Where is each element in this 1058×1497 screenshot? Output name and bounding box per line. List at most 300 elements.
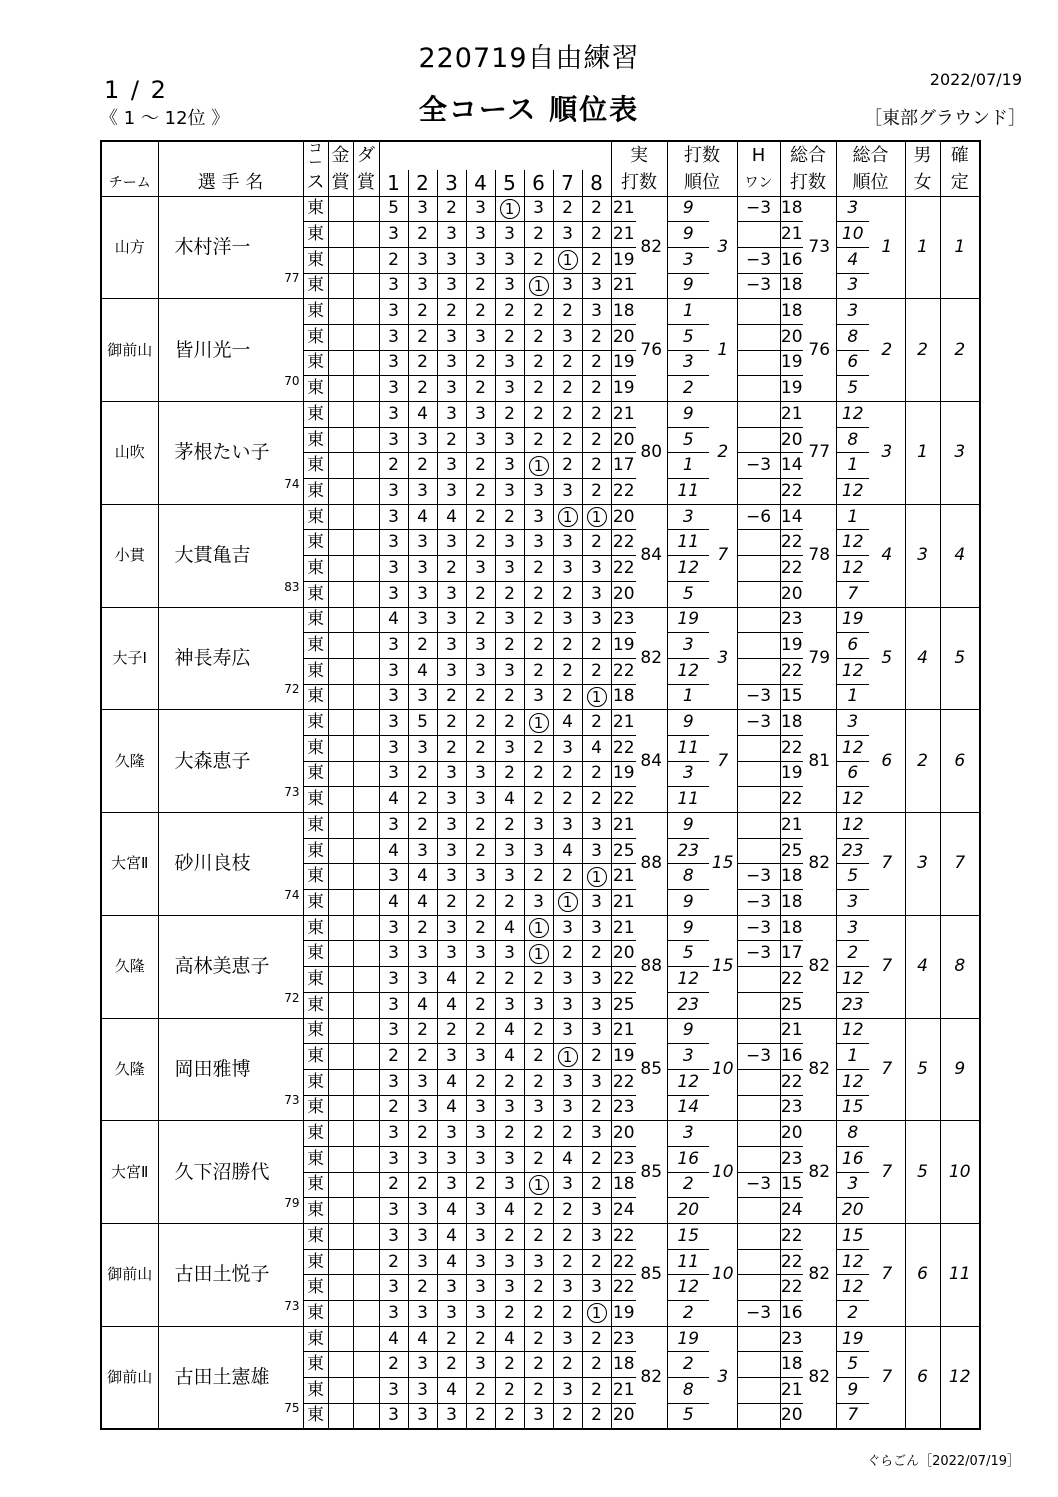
hole-score-cell bbox=[524, 1172, 553, 1198]
hole-score-cell: 3 bbox=[495, 556, 524, 582]
col-course: コー bbox=[303, 141, 328, 170]
hole-score-cell: 3 bbox=[582, 813, 611, 839]
gold-prize-cell bbox=[328, 710, 353, 736]
stroke-rank: 3 bbox=[709, 196, 737, 299]
hole-in-one-bonus: −3 bbox=[737, 1301, 780, 1327]
round-total: 15 bbox=[780, 684, 803, 710]
round-score: 19 bbox=[611, 1044, 636, 1070]
round-rank: 9 bbox=[667, 222, 709, 248]
course-cell: 東 bbox=[303, 299, 328, 325]
hole-score-cell: 2 bbox=[495, 633, 524, 659]
hole-in-one-bonus bbox=[737, 530, 780, 556]
hole-in-one-mark: 1 bbox=[587, 867, 607, 887]
player-name-text: 皆川光一 bbox=[174, 338, 251, 361]
player-name-text: 大貫亀吉 bbox=[174, 544, 251, 567]
hole-score-cell: 2 bbox=[524, 1044, 553, 1070]
hole-score-cell: 4 bbox=[553, 838, 582, 864]
round-rank: 12 bbox=[667, 556, 709, 582]
player-name bbox=[158, 710, 303, 813]
round-total-rank: 8 bbox=[836, 1121, 869, 1147]
round-total: 20 bbox=[780, 324, 803, 350]
hole-score-cell: 4 bbox=[408, 992, 437, 1018]
hole-in-one-mark: 1 bbox=[500, 199, 520, 219]
gold-prize-cell bbox=[328, 1018, 353, 1044]
hole-in-one-mark: 1 bbox=[529, 918, 549, 938]
da-prize-cell bbox=[353, 1044, 379, 1070]
player-name bbox=[158, 402, 303, 505]
hole-score-cell: 2 bbox=[466, 710, 495, 736]
hole-score-cell: 3 bbox=[437, 633, 466, 659]
hole-score-cell: 2 bbox=[582, 196, 611, 222]
hole-score-cell: 3 bbox=[379, 1121, 408, 1147]
hole-score-cell: 3 bbox=[379, 633, 408, 659]
round-total-rank: 1 bbox=[836, 684, 869, 710]
hole-score-cell: 2 bbox=[495, 1069, 524, 1095]
hole-score-cell: 4 bbox=[495, 915, 524, 941]
gold-prize-cell bbox=[328, 247, 353, 273]
hole-score-cell: 3 bbox=[524, 504, 553, 530]
hole-score-cell: 3 bbox=[524, 992, 553, 1018]
hole-score-cell: 2 bbox=[582, 530, 611, 556]
hole-score-cell: 2 bbox=[495, 684, 524, 710]
round-total: 18 bbox=[780, 196, 803, 222]
hole-score-cell: 2 bbox=[553, 1198, 582, 1224]
hole-score-cell: 3 bbox=[408, 581, 437, 607]
col-stroke-rank: 打数 bbox=[667, 141, 737, 170]
hole-score-cell: 3 bbox=[495, 479, 524, 505]
round-rank: 9 bbox=[667, 196, 709, 222]
total-strokes: 82 bbox=[803, 813, 836, 916]
team-name: 大宮Ⅱ bbox=[101, 813, 158, 916]
da-prize-cell bbox=[353, 658, 379, 684]
round-score: 18 bbox=[611, 1172, 636, 1198]
hole-score-cell: 2 bbox=[408, 633, 437, 659]
hole-score-cell: 3 bbox=[437, 1403, 466, 1429]
hole-score-cell: 3 bbox=[437, 1044, 466, 1070]
hole-in-one-bonus bbox=[737, 1352, 780, 1378]
course-cell: 東 bbox=[303, 992, 328, 1018]
hole-score-cell: 3 bbox=[582, 273, 611, 299]
hole-score-cell: 3 bbox=[466, 324, 495, 350]
gold-prize-cell bbox=[328, 1224, 353, 1250]
da-prize-cell bbox=[353, 376, 379, 402]
hole-in-one-mark: 1 bbox=[587, 507, 607, 527]
round-score: 20 bbox=[611, 1403, 636, 1429]
hole-score-cell: 2 bbox=[524, 299, 553, 325]
round-total: 22 bbox=[780, 735, 803, 761]
gender-rank: 3 bbox=[905, 813, 940, 916]
gold-prize-cell bbox=[328, 1172, 353, 1198]
hole-score-cell: 3 bbox=[553, 967, 582, 993]
round-score: 24 bbox=[611, 1198, 636, 1224]
hole-score-cell: 2 bbox=[466, 273, 495, 299]
real-strokes: 82 bbox=[636, 607, 667, 710]
hole-score-cell: 3 bbox=[379, 556, 408, 582]
hole-in-one-bonus bbox=[737, 556, 780, 582]
hole-score-cell: 3 bbox=[408, 1378, 437, 1404]
hole-score-cell: 2 bbox=[495, 890, 524, 916]
hole-score-cell: 3 bbox=[379, 813, 408, 839]
hole-score-cell: 3 bbox=[495, 427, 524, 453]
hole-in-one-bonus: −3 bbox=[737, 247, 780, 273]
player-name bbox=[158, 607, 303, 710]
final-rank: 5 bbox=[940, 607, 980, 710]
round-score: 21 bbox=[611, 222, 636, 248]
stroke-rank: 7 bbox=[709, 504, 737, 607]
hole-score-cell: 3 bbox=[524, 1403, 553, 1429]
hole-score-cell: 3 bbox=[466, 1275, 495, 1301]
hole-score-cell: 3 bbox=[437, 402, 466, 428]
col-hole-8: 8 bbox=[582, 170, 611, 196]
round-total-rank: 3 bbox=[836, 299, 869, 325]
hole-score-cell: 3 bbox=[495, 658, 524, 684]
course-cell: 東 bbox=[303, 556, 328, 582]
player-name bbox=[158, 196, 303, 299]
hole-score-cell: 2 bbox=[553, 427, 582, 453]
hole-score-cell: 4 bbox=[379, 607, 408, 633]
round-rank: 5 bbox=[667, 427, 709, 453]
stroke-rank: 10 bbox=[709, 1018, 737, 1121]
hole-score-cell: 2 bbox=[437, 1352, 466, 1378]
round-total: 22 bbox=[780, 658, 803, 684]
page-subtitle: 全コース 順位表 bbox=[418, 93, 640, 126]
hole-score-cell: 3 bbox=[466, 941, 495, 967]
hole-score-cell: 2 bbox=[495, 299, 524, 325]
gold-prize-cell bbox=[328, 273, 353, 299]
round-total: 25 bbox=[780, 838, 803, 864]
hole-score-cell: 3 bbox=[379, 530, 408, 556]
course-cell: 東 bbox=[303, 427, 328, 453]
hole-score-cell: 3 bbox=[379, 941, 408, 967]
hole-score-cell: 3 bbox=[466, 1198, 495, 1224]
hole-score-cell: 2 bbox=[582, 453, 611, 479]
gold-prize-cell bbox=[328, 402, 353, 428]
round-score: 22 bbox=[611, 1069, 636, 1095]
gold-prize-cell bbox=[328, 1403, 353, 1429]
gold-prize-cell bbox=[328, 787, 353, 813]
round-total-rank: 12 bbox=[836, 735, 869, 761]
stroke-rank: 15 bbox=[709, 915, 737, 1018]
player-age: 79 bbox=[284, 1196, 300, 1210]
course-cell: 東 bbox=[303, 350, 328, 376]
hole-score-cell: 2 bbox=[466, 992, 495, 1018]
course-cell: 東 bbox=[303, 581, 328, 607]
round-total-rank: 12 bbox=[836, 813, 869, 839]
round-score: 22 bbox=[611, 530, 636, 556]
hole-score-cell: 2 bbox=[553, 658, 582, 684]
hole-score-cell bbox=[582, 1301, 611, 1327]
hole-score-cell: 3 bbox=[408, 479, 437, 505]
hole-score-cell: 3 bbox=[408, 1403, 437, 1429]
hole-score-cell: 3 bbox=[466, 247, 495, 273]
round-total-rank: 1 bbox=[836, 1044, 869, 1070]
hole-score-cell: 3 bbox=[466, 196, 495, 222]
course-cell: 東 bbox=[303, 402, 328, 428]
hole-score-cell: 3 bbox=[408, 1249, 437, 1275]
round-score: 21 bbox=[611, 1378, 636, 1404]
hole-score-cell: 2 bbox=[524, 1121, 553, 1147]
overall-rank: 7 bbox=[869, 1018, 905, 1121]
da-prize-cell bbox=[353, 915, 379, 941]
hole-score-cell: 3 bbox=[553, 1275, 582, 1301]
hole-score-cell: 2 bbox=[582, 350, 611, 376]
round-score: 23 bbox=[611, 607, 636, 633]
hole-score-cell: 2 bbox=[582, 1403, 611, 1429]
course-cell: 東 bbox=[303, 1069, 328, 1095]
hole-score-cell: 3 bbox=[466, 1249, 495, 1275]
round-total: 20 bbox=[780, 581, 803, 607]
hole-score-cell: 2 bbox=[553, 633, 582, 659]
hole-score-cell: 3 bbox=[495, 1172, 524, 1198]
hole-score-cell: 2 bbox=[379, 453, 408, 479]
hole-score-cell: 2 bbox=[524, 633, 553, 659]
gold-prize-cell bbox=[328, 1378, 353, 1404]
col-total-rank: 総合 bbox=[836, 141, 905, 170]
player-age: 73 bbox=[284, 1093, 300, 1108]
hole-score-cell: 3 bbox=[582, 1121, 611, 1147]
rank-range: 《 1 ～ 12位 》 bbox=[100, 108, 230, 129]
player-name-text: 高林美恵子 bbox=[174, 955, 270, 978]
course-cell: 東 bbox=[303, 813, 328, 839]
hole-score-cell: 3 bbox=[408, 838, 437, 864]
round-total-rank: 3 bbox=[836, 196, 869, 222]
hole-score-cell: 3 bbox=[466, 1224, 495, 1250]
hole-score-cell: 3 bbox=[437, 761, 466, 787]
gender-rank: 4 bbox=[905, 915, 940, 1018]
hole-score-cell: 3 bbox=[466, 1044, 495, 1070]
round-total-rank: 3 bbox=[836, 1172, 869, 1198]
round-total: 19 bbox=[780, 350, 803, 376]
round-score: 23 bbox=[611, 1326, 636, 1352]
hole-score-cell: 3 bbox=[379, 350, 408, 376]
course-cell: 東 bbox=[303, 324, 328, 350]
hole-score-cell: 3 bbox=[379, 581, 408, 607]
hole-score-cell bbox=[582, 864, 611, 890]
da-prize-cell bbox=[353, 530, 379, 556]
hole-score-cell: 2 bbox=[582, 376, 611, 402]
round-total: 19 bbox=[780, 761, 803, 787]
hole-score-cell: 3 bbox=[466, 787, 495, 813]
hole-score-cell: 4 bbox=[437, 1198, 466, 1224]
hole-score-cell: 2 bbox=[437, 1326, 466, 1352]
da-prize-cell bbox=[353, 710, 379, 736]
hole-in-one-bonus bbox=[737, 581, 780, 607]
stroke-rank: 15 bbox=[709, 813, 737, 916]
round-rank: 9 bbox=[667, 710, 709, 736]
round-score: 20 bbox=[611, 427, 636, 453]
course-cell: 東 bbox=[303, 1301, 328, 1327]
hole-score-cell: 3 bbox=[437, 324, 466, 350]
hole-score-cell: 2 bbox=[408, 1044, 437, 1070]
hole-score-cell: 2 bbox=[524, 1069, 553, 1095]
overall-rank: 7 bbox=[869, 915, 905, 1018]
hole-score-cell: 2 bbox=[582, 402, 611, 428]
hole-score-cell: 3 bbox=[582, 838, 611, 864]
table-row bbox=[101, 607, 980, 633]
hole-score-cell: 3 bbox=[437, 658, 466, 684]
round-rank: 1 bbox=[667, 299, 709, 325]
round-total-rank: 12 bbox=[836, 658, 869, 684]
table-row bbox=[101, 504, 980, 530]
round-total-rank: 12 bbox=[836, 530, 869, 556]
col-hole-4: 4 bbox=[466, 170, 495, 196]
final-rank: 12 bbox=[940, 1326, 980, 1429]
hole-score-cell: 3 bbox=[582, 967, 611, 993]
gold-prize-cell bbox=[328, 658, 353, 684]
course-cell: 東 bbox=[303, 761, 328, 787]
hole-in-one-bonus: −3 bbox=[737, 684, 780, 710]
overall-rank: 2 bbox=[869, 299, 905, 402]
da-prize-cell bbox=[353, 222, 379, 248]
da-prize-cell bbox=[353, 890, 379, 916]
hole-score-cell: 2 bbox=[582, 658, 611, 684]
hole-in-one-mark: 1 bbox=[558, 507, 578, 527]
hole-score-cell bbox=[524, 915, 553, 941]
total-strokes: 82 bbox=[803, 1326, 836, 1429]
hole-score-cell: 3 bbox=[379, 1146, 408, 1172]
hole-score-cell: 2 bbox=[495, 761, 524, 787]
real-strokes: 82 bbox=[636, 196, 667, 299]
course-cell: 東 bbox=[303, 607, 328, 633]
da-prize-cell bbox=[353, 402, 379, 428]
round-rank: 9 bbox=[667, 273, 709, 299]
hole-score-cell: 2 bbox=[553, 1249, 582, 1275]
round-score: 21 bbox=[611, 273, 636, 299]
player-age: 74 bbox=[284, 476, 300, 491]
hole-score-cell: 2 bbox=[582, 1146, 611, 1172]
hole-score-cell: 2 bbox=[582, 427, 611, 453]
page-number: 1 / 2 bbox=[104, 76, 168, 104]
da-prize-cell bbox=[353, 324, 379, 350]
da-prize-cell bbox=[353, 299, 379, 325]
hole-in-one-bonus bbox=[737, 299, 780, 325]
player-name bbox=[158, 1326, 303, 1429]
hole-score-cell: 4 bbox=[437, 1378, 466, 1404]
hole-score-cell: 2 bbox=[553, 941, 582, 967]
round-rank: 12 bbox=[667, 1069, 709, 1095]
hole-in-one-mark: 1 bbox=[558, 1047, 578, 1067]
hole-score-cell: 2 bbox=[495, 581, 524, 607]
hole-score-cell: 3 bbox=[553, 1018, 582, 1044]
overall-rank: 7 bbox=[869, 1224, 905, 1327]
round-rank: 23 bbox=[667, 992, 709, 1018]
hole-score-cell: 5 bbox=[379, 196, 408, 222]
hole-in-one-bonus bbox=[737, 967, 780, 993]
hole-score-cell: 4 bbox=[495, 1326, 524, 1352]
col-gold: 金 bbox=[328, 141, 353, 170]
hole-score-cell: 2 bbox=[524, 1275, 553, 1301]
hole-score-cell: 3 bbox=[582, 581, 611, 607]
hole-score-cell: 2 bbox=[408, 299, 437, 325]
round-total: 23 bbox=[780, 607, 803, 633]
hole-score-cell: 2 bbox=[408, 813, 437, 839]
hole-score-cell bbox=[495, 196, 524, 222]
round-total: 18 bbox=[780, 915, 803, 941]
hole-score-cell: 3 bbox=[437, 350, 466, 376]
hole-in-one-mark: 1 bbox=[587, 1303, 607, 1323]
hole-score-cell: 3 bbox=[437, 1172, 466, 1198]
da-prize-cell bbox=[353, 1275, 379, 1301]
hole-score-cell: 3 bbox=[524, 838, 553, 864]
hole-score-cell: 2 bbox=[553, 761, 582, 787]
final-rank: 10 bbox=[940, 1121, 980, 1224]
hole-score-cell: 3 bbox=[466, 222, 495, 248]
hole-in-one-bonus bbox=[737, 1095, 780, 1121]
hole-in-one-bonus bbox=[737, 1069, 780, 1095]
hole-score-cell: 3 bbox=[524, 196, 553, 222]
hole-score-cell: 3 bbox=[495, 864, 524, 890]
hole-score-cell: 3 bbox=[437, 1275, 466, 1301]
hole-score-cell: 2 bbox=[466, 453, 495, 479]
round-rank: 12 bbox=[667, 1275, 709, 1301]
player-name-text: 古田土悦子 bbox=[174, 1263, 270, 1286]
round-total-rank: 7 bbox=[836, 581, 869, 607]
course-cell: 東 bbox=[303, 1326, 328, 1352]
da-prize-cell bbox=[353, 1121, 379, 1147]
round-total: 16 bbox=[780, 1301, 803, 1327]
round-total: 22 bbox=[780, 787, 803, 813]
course-cell: 東 bbox=[303, 1275, 328, 1301]
player-name bbox=[158, 504, 303, 607]
hole-score-cell: 2 bbox=[408, 1275, 437, 1301]
team-name: 山方 bbox=[101, 196, 158, 299]
hole-score-cell: 2 bbox=[437, 684, 466, 710]
hole-score-cell: 4 bbox=[408, 402, 437, 428]
hole-score-cell: 2 bbox=[553, 1121, 582, 1147]
gold-prize-cell bbox=[328, 530, 353, 556]
hole-score-cell: 3 bbox=[379, 427, 408, 453]
player-name-text: 久下沼勝代 bbox=[174, 1160, 270, 1183]
hole-score-cell: 2 bbox=[466, 1069, 495, 1095]
hole-score-cell: 3 bbox=[466, 1301, 495, 1327]
round-rank: 5 bbox=[667, 324, 709, 350]
table-row bbox=[101, 1018, 980, 1044]
col-hole-2: 2 bbox=[408, 170, 437, 196]
hole-score-cell: 2 bbox=[466, 479, 495, 505]
hole-score-cell: 4 bbox=[495, 787, 524, 813]
course-cell: 東 bbox=[303, 684, 328, 710]
round-score: 21 bbox=[611, 813, 636, 839]
hole-score-cell: 3 bbox=[524, 813, 553, 839]
hole-score-cell: 3 bbox=[379, 479, 408, 505]
hole-score-cell bbox=[524, 710, 553, 736]
player-name-text: 木村洋一 bbox=[174, 235, 251, 258]
round-total-rank: 5 bbox=[836, 864, 869, 890]
round-total-rank: 12 bbox=[836, 1069, 869, 1095]
round-total-rank: 8 bbox=[836, 427, 869, 453]
overall-rank: 1 bbox=[869, 196, 905, 299]
hole-score-cell: 2 bbox=[408, 761, 437, 787]
gold-prize-cell bbox=[328, 581, 353, 607]
hole-in-one-bonus bbox=[737, 1275, 780, 1301]
da-prize-cell bbox=[353, 504, 379, 530]
overall-rank: 3 bbox=[869, 402, 905, 505]
hole-score-cell: 3 bbox=[408, 1095, 437, 1121]
round-total: 22 bbox=[780, 479, 803, 505]
round-score: 20 bbox=[611, 941, 636, 967]
hole-score-cell: 3 bbox=[582, 915, 611, 941]
da-prize-cell bbox=[353, 247, 379, 273]
gender-rank: 6 bbox=[905, 1326, 940, 1429]
round-rank: 19 bbox=[667, 1326, 709, 1352]
round-score: 21 bbox=[611, 890, 636, 916]
hole-score-cell bbox=[553, 890, 582, 916]
real-strokes: 85 bbox=[636, 1224, 667, 1327]
round-total: 23 bbox=[780, 1146, 803, 1172]
course-cell: 東 bbox=[303, 658, 328, 684]
hole-score-cell: 2 bbox=[408, 350, 437, 376]
course-cell: 東 bbox=[303, 1378, 328, 1404]
